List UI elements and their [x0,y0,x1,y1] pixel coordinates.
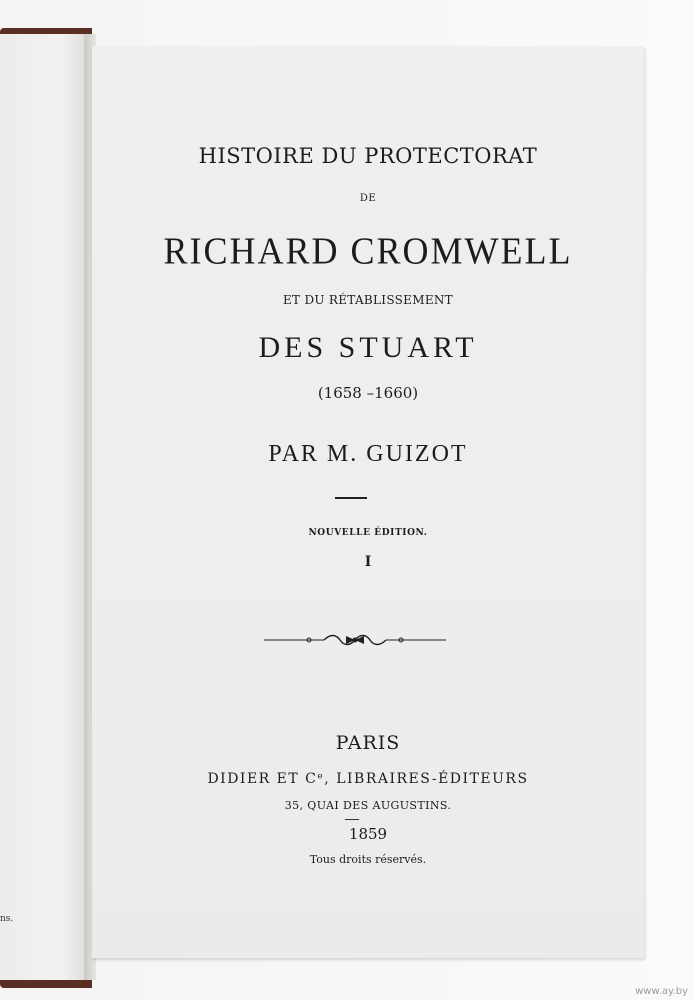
left-page-fragment: ns. [0,914,14,924]
ornament-icon [264,632,446,648]
date-range: (1658 –1660) [317,384,419,402]
author-line: PAR M. GUIZOT [268,441,468,467]
title-line-2: DE [359,193,377,204]
small-rule [345,819,359,820]
publisher-address: 35, QUAI DES AUGUSTINS. [284,799,452,812]
publication-year: 1859 [348,825,388,843]
city: PARIS [335,732,401,754]
watermark: www.ay.by [635,986,688,997]
publisher: DIDIER ET Cᵉ, LIBRAIRES-ÉDITEURS [207,771,529,787]
title-page [92,46,644,958]
left-page [0,34,88,980]
divider-rule [335,497,367,499]
main-title: RICHARD CROMWELL [163,230,573,272]
volume-number: I [364,554,372,570]
subtitle: DES STUART [258,331,478,364]
title-line-4: ET DU RÉTABLISSEMENT [282,293,453,307]
edition-line: NOUVELLE ÉDITION. [308,528,428,538]
rights-notice: Tous droits réservés. [309,853,427,866]
title-line-1: HISTOIRE DU PROTECTORAT [198,144,538,168]
